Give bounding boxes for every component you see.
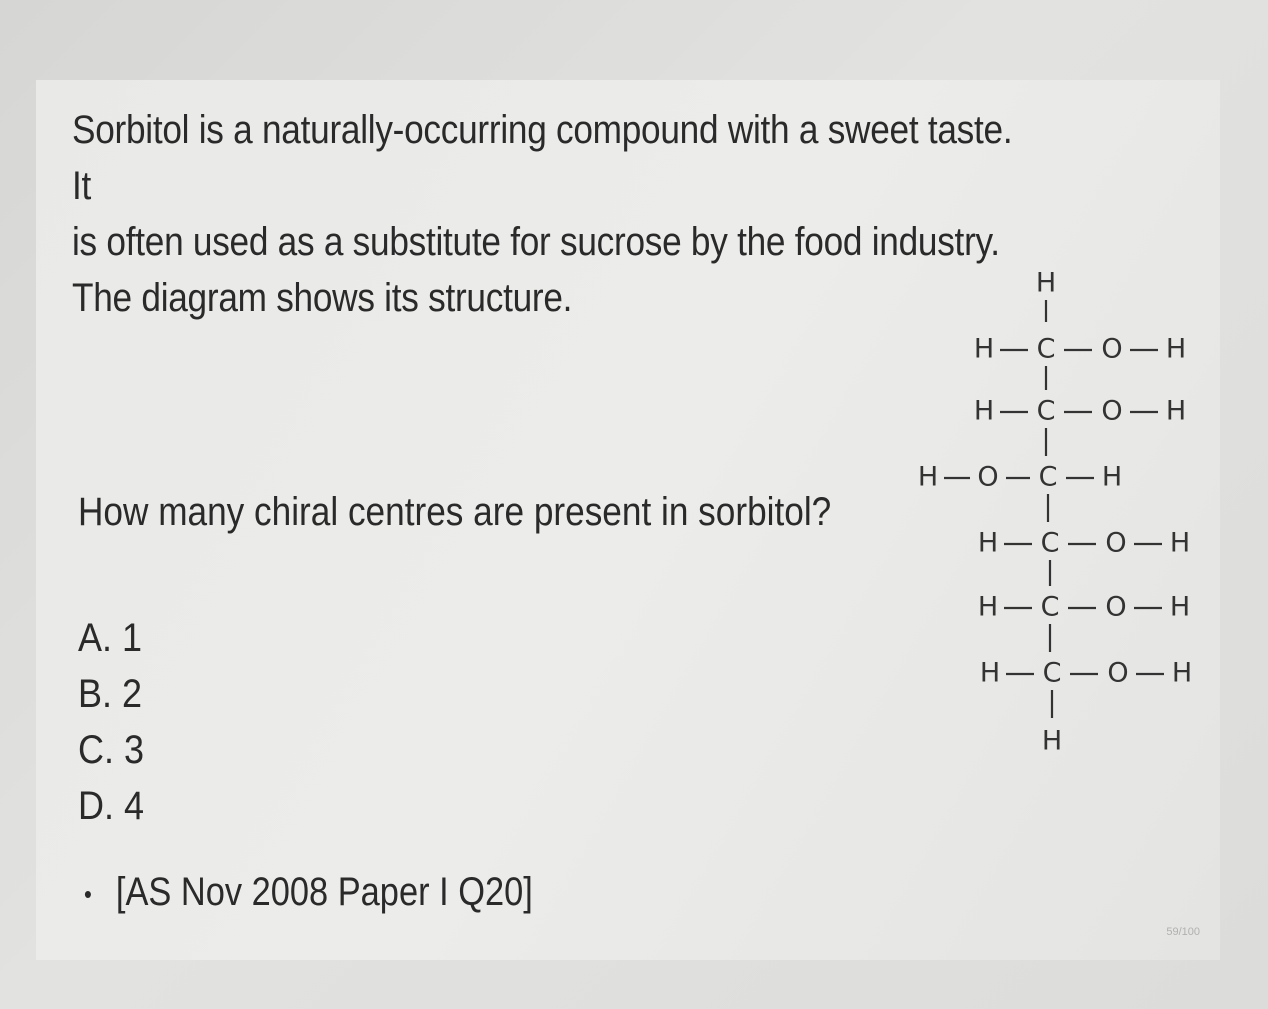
atom-o: O (1105, 527, 1127, 559)
option-c[interactable]: C. 3 (78, 728, 145, 772)
source-text: [AS Nov 2008 Paper I Q20] (115, 870, 533, 914)
atom-h: H (973, 395, 995, 427)
atom-o: O (1101, 395, 1123, 427)
intro-line-2: is often used as a substitute for sucrose by the food industry. (72, 220, 1000, 264)
option-a[interactable]: A. 1 (78, 616, 143, 660)
atom-o: O (1101, 333, 1123, 365)
atom-h: H (1165, 333, 1187, 365)
intro-line-3: The diagram shows its structure. (72, 276, 573, 320)
question-text: How many chiral centres are present in sorbitol? (78, 490, 832, 534)
atom-o: O (977, 461, 999, 493)
intro-line-1: Sorbitol is a naturally-occurring compound with a sweet taste. It (72, 108, 1013, 208)
option-d[interactable]: D. 4 (78, 784, 145, 828)
atom-h: H (977, 527, 999, 559)
atom-c: C (1036, 395, 1056, 427)
atom-o: O (1107, 657, 1129, 689)
atom-c: C (1040, 591, 1060, 623)
answer-options (78, 610, 151, 834)
option-b[interactable]: B. 2 (78, 672, 143, 716)
atom-h: H (1169, 591, 1191, 623)
atom-h: H (917, 461, 939, 493)
atom-c: C (1036, 333, 1056, 365)
page-number: 59/100 (1166, 926, 1200, 938)
atom-h: H (979, 657, 1001, 689)
sorbitol-structure-diagram (906, 260, 1206, 780)
slide (36, 80, 1220, 960)
atom-h-bottom: H (1041, 725, 1063, 757)
atom-h: H (1169, 527, 1191, 559)
atom-o: O (1105, 591, 1127, 623)
atom-c: C (1042, 657, 1062, 689)
atom-h: H (1171, 657, 1193, 689)
atom-c: C (1040, 527, 1060, 559)
atom-h: H (1165, 395, 1187, 427)
atom-h: H (1101, 461, 1123, 493)
atom-h: H (973, 333, 995, 365)
atom-h-top: H (1035, 267, 1057, 299)
source-reference (84, 870, 533, 915)
atom-h: H (977, 591, 999, 623)
atom-c: C (1038, 461, 1058, 493)
bullet-icon: • (84, 878, 92, 909)
intro-text (72, 102, 1031, 326)
